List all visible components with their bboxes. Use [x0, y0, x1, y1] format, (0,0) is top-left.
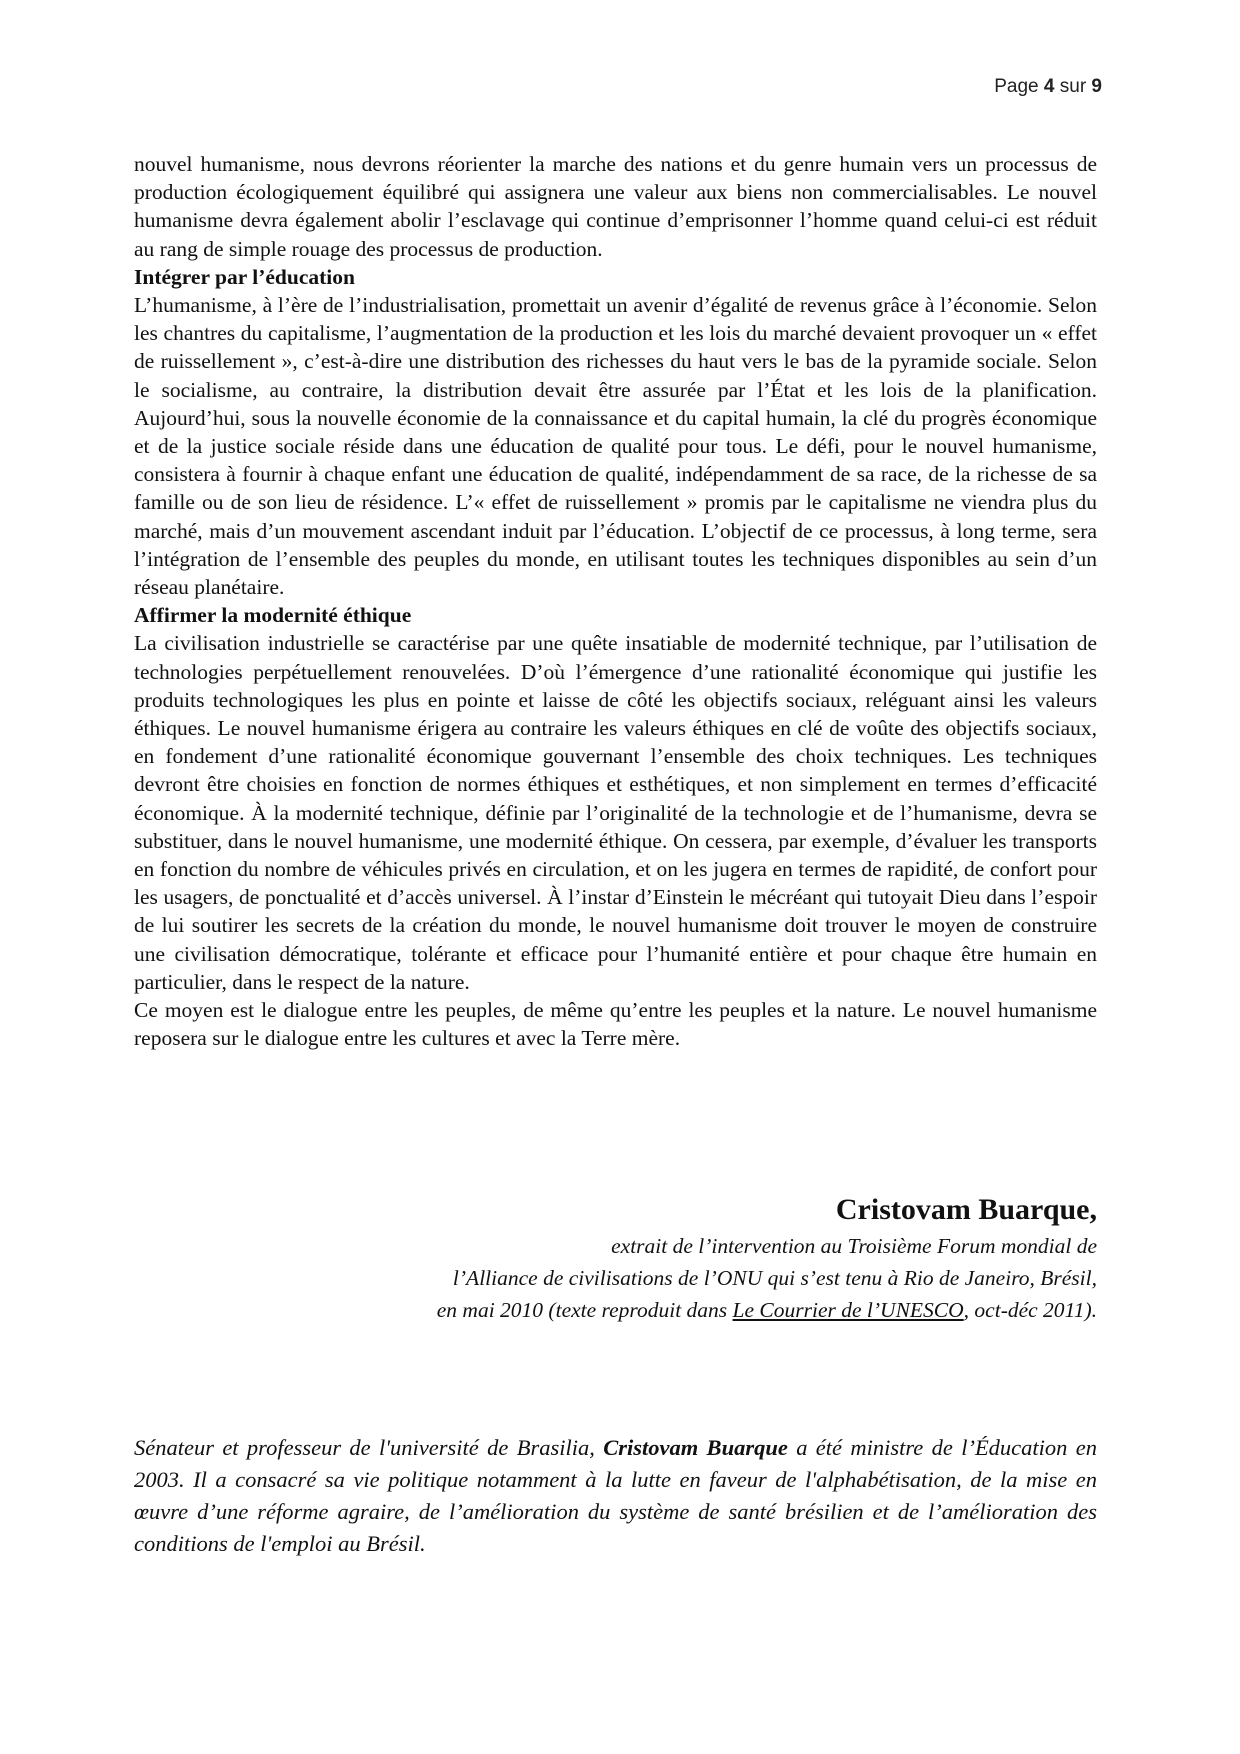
- bio-intro: Sénateur et professeur de l'université de Brasilia,: [134, 1435, 604, 1460]
- bio-text: a été ministre de l’Éducation en 2003. Il a consacré sa vie politique notamment à la lutte en faveur de l'alphabétisation, de la mise en œuvre d’une réforme agraire, de l’amélioration du système de santé brésilien et de l’amélioration des conditions de l'emploi au Brésil.: [134, 1435, 1098, 1556]
- source-line-1: extrait de l’intervention au Troisième Forum mondial de: [611, 1234, 1097, 1258]
- section-heading-integrer: Intégrer par l’éducation: [134, 264, 355, 289]
- section-heading-affirmer: Affirmer la modernité éthique: [134, 603, 412, 628]
- page-current: 4: [1043, 76, 1055, 97]
- paragraph-education: L’humanisme, à l’ère de l’industrialisation, promettait un avenir d’égalité de revenus grâce à l’économie. Selon les chantres du capitalisme, l’augmentation de la production et les lois du marché devaient provoquer un « effet de ruissellement », c’est-à-dire une distribution des richesses du haut vers le bas de la pyramide sociale. Selon le socialisme, au contraire, la distribution devait être assurée par l’État et les lois de la planification. Aujourd’hui, sous la nouvelle économie de la connaissance et du capital humain, la clé du progrès économique et de la justice sociale réside dans une éducation de qualité pour tous. Le défi, pour le nouvel humanisme, consistera à fournir à chaque enfant une éducation de qualité, indépendamment de sa race, de la richesse de sa famille ou de son lieu de résidence. L’« effet de ruissellement » promis par le capitalisme ne viendra plus du marché, mais d’un mouvement ascendant induit par l’éducation. L’objectif de ce processus, à long terme, sera l’intégration de l’ensemble des peuples du monde, en utilisant toutes les techniques disponibles au sein d’un réseau planétaire.: [134, 293, 1097, 600]
- page-separator: sur: [1054, 76, 1092, 97]
- paragraph-intro: nouvel humanisme, nous devrons réorienter la marche des nations et du genre humain vers un processus de production écologiquement équilibré qui assignera une valeur aux biens non commercialisables. Le nouvel humanisme devra également abolir l’esclavage qui continue d’emprisonner l’homme quand celui-ci est réduit au rang de simple rouage des processus de production.: [134, 152, 1097, 261]
- author-name: [437, 1190, 1097, 1230]
- article-body: [134, 150, 1097, 1053]
- page-prefix: Page: [994, 76, 1044, 97]
- paragraph-dialogue: Ce moyen est le dialogue entre les peuples, de même qu’entre les peuples et la nature. Le nouvel humanisme reposera sur le dialogue entre les cultures et avec la Terre mère.: [134, 998, 1097, 1051]
- source-line-2: l’Alliance de civilisations de l’ONU qui s’est tenu à Rio de Janeiro, Brésil,: [452, 1266, 1097, 1290]
- paragraph-modernite: La civilisation industrielle se caractérise par une quête insatiable de modernité technique, par l’utilisation de technologies perpétuellement renouvelées. D’où l’émergence d’une rationalité économique qui justifie les produits technologiques les plus en pointe et laisse de côté les objectifs sociaux, reléguant ainsi les valeurs éthiques. Le nouvel humanisme érigera au contraire les valeurs éthiques en clé de voûte des objectifs sociaux, en fondement d’une rationalité économique gouvernant l’ensemble des choix techniques. Les techniques devront être choisies en fonction de normes éthiques et esthétiques, et non simplement en termes d’efficacité économique. À la modernité technique, définie par l’originalité de la technologie et de l’humanisme, devra se substituer, dans le nouvel humanisme, une modernité éthique. On cessera, par exemple, d’évaluer les transports en fonction du nombre de véhicules privés en circulation, et on les jugera en termes de rapidité, de confort pour les usagers, de ponctualité et d’accès universel. À l’instar d’Einstein le mécréant qui tutoyait Dieu dans l’espoir de lui soutirer les secrets de la création du monde, le nouvel humanisme doit trouver le moyen de construire une civilisation démocratique, tolérante et efficace pour l’humanité entière et pour chaque être humain en particulier, dans le respect de la nature.: [134, 631, 1097, 994]
- source-line-3-post: , oct-déc 2011).: [963, 1298, 1097, 1322]
- bio-author-name: Cristovam Buarque: [603, 1435, 788, 1460]
- source-line-3: [437, 1294, 1097, 1326]
- page-number: [994, 76, 1102, 98]
- page-total: 9: [1091, 76, 1102, 97]
- courrier-unesco-title: Le Courrier de l’UNESCO: [732, 1298, 964, 1322]
- author-name-suffix: ,: [1089, 1193, 1097, 1226]
- author-bio: [134, 1432, 1097, 1560]
- source-line-3-pre: en mai 2010 (texte reproduit dans: [436, 1298, 733, 1322]
- author-name-text: Cristovam Buarque: [835, 1193, 1090, 1226]
- signature-block: [437, 1190, 1097, 1326]
